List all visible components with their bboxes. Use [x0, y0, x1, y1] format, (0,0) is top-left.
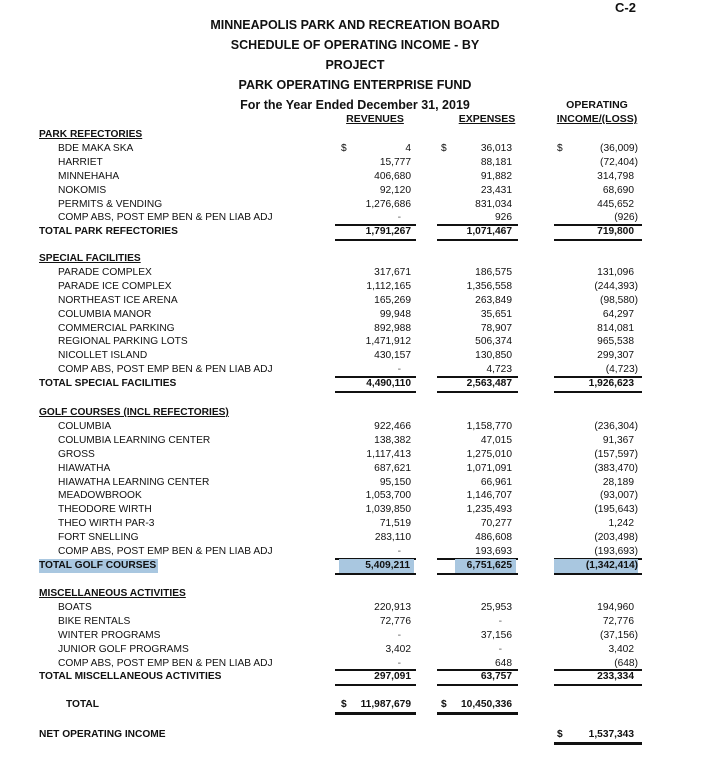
revenue-value: 1,276,686 — [365, 198, 411, 210]
grand-total-label: TOTAL — [66, 699, 100, 710]
income-value: (648) — [614, 657, 638, 669]
revenue-value: 687,621 — [374, 462, 411, 474]
total-income-value: 719,800 — [597, 226, 634, 238]
net-operating-income-underline — [554, 742, 642, 745]
header-fund-name: PARK OPERATING ENTERPRISE FUND — [238, 78, 472, 92]
column-header-operating-income — [552, 98, 642, 126]
row-label: THEO WIRTH PAR-3 — [58, 518, 155, 530]
expense-value: 648 — [495, 657, 512, 669]
expense-value: 37,156 — [480, 629, 512, 641]
currency-symbol: $ — [341, 699, 347, 710]
total-expense-value: 63,757 — [480, 671, 512, 683]
section-total-label: TOTAL PARK REFECTORIES — [39, 226, 178, 238]
income-value: (383,470) — [594, 462, 638, 474]
section-total-label: TOTAL GOLF COURSES — [39, 559, 157, 571]
expense-value: 35,651 — [480, 308, 512, 320]
table-row — [0, 198, 722, 212]
table-row — [0, 476, 722, 490]
table-row — [0, 170, 722, 184]
row-label: COMP ABS, POST EMP BEN & PEN LIAB ADJ — [58, 657, 273, 669]
revenue-value: 922,466 — [374, 420, 411, 432]
revenue-value: 1,117,413 — [366, 448, 411, 460]
income-value: 1,242 — [608, 518, 634, 530]
income-value: (203,498) — [594, 532, 638, 544]
table-row — [0, 349, 722, 363]
revenue-value: 1,471,912 — [365, 336, 411, 348]
row-label: JUNIOR GOLF PROGRAMS — [58, 643, 189, 655]
income-value: (36,009) — [600, 142, 638, 154]
total-revenue-value: 4,490,110 — [366, 378, 411, 390]
row-label: COLUMBIA MANOR — [58, 308, 152, 320]
income-value: (244,393) — [594, 280, 638, 292]
income-value: 314,798 — [597, 170, 634, 182]
expense-value: 193,693 — [475, 546, 512, 557]
row-label: COMP ABS, POST EMP BEN & PEN LIAB ADJ — [58, 212, 273, 224]
total-expense-value: 6,751,625 — [455, 559, 516, 573]
header-schedule-title: SCHEDULE OF OPERATING INCOME - BY PROJECT — [230, 38, 480, 72]
expense-value: 506,374 — [475, 336, 512, 348]
expense-value: 486,608 — [475, 532, 512, 544]
row-label: PARADE COMPLEX — [58, 266, 152, 278]
section-total-label: TOTAL SPECIAL FACILITIES — [39, 378, 177, 390]
income-value: 3,402 — [608, 643, 634, 655]
income-value: 131,096 — [597, 266, 634, 278]
expense-value: 926 — [495, 212, 512, 224]
table-row — [0, 601, 722, 615]
section-header — [0, 252, 722, 266]
row-label: MEADOWBROOK — [58, 490, 142, 502]
total-underline-income — [554, 391, 642, 393]
section-total-row — [0, 670, 722, 684]
row-label: GROSS — [58, 448, 95, 460]
income-value: (98,580) — [600, 294, 638, 306]
income-value: 445,652 — [597, 198, 634, 210]
table-row — [0, 294, 722, 308]
table-row — [0, 489, 722, 503]
revenue-value: 15,777 — [379, 156, 411, 168]
column-header-income-line1: OPERATING — [566, 99, 628, 111]
section-header — [0, 128, 722, 142]
currency-symbol: $ — [441, 699, 447, 710]
revenue-value: 165,269 — [374, 294, 411, 306]
table-row — [0, 462, 722, 476]
grand-total-expenses: 10,450,336 — [461, 699, 512, 710]
expense-value: 70,277 — [480, 518, 512, 530]
report-header — [200, 15, 510, 115]
net-operating-income-label: NET OPERATING INCOME — [39, 729, 166, 740]
revenue-value: 72,776 — [379, 615, 411, 627]
revenue-value: 317,671 — [374, 266, 411, 278]
grand-total-underline-expenses — [437, 712, 518, 715]
section-title: MISCELLANEOUS ACTIVITIES — [39, 588, 186, 599]
total-income-value: 1,926,623 — [588, 378, 634, 390]
section-header — [0, 587, 722, 601]
section-title: GOLF COURSES (INCL REFECTORIES) — [39, 407, 229, 418]
row-label: NOKOMIS — [58, 184, 107, 196]
section-total-label: TOTAL MISCELLANEOUS ACTIVITIES — [39, 671, 222, 683]
expense-value: - — [498, 643, 502, 655]
income-value: (926) — [614, 212, 638, 224]
row-label: MINNEHAHA — [58, 170, 120, 182]
column-header-expenses: EXPENSES — [458, 113, 516, 125]
grand-total-row — [0, 698, 722, 712]
grand-total-underline-revenues — [335, 712, 416, 715]
net-operating-income-row — [0, 728, 722, 742]
table-row — [0, 156, 722, 170]
revenue-value: 4 — [405, 142, 411, 154]
expense-value: 1,235,493 — [466, 504, 512, 516]
expense-value: 4,723 — [486, 364, 512, 376]
income-value: (4,723) — [605, 364, 638, 376]
expense-value: 263,849 — [475, 294, 512, 306]
total-income-value: (1,342,414) — [554, 559, 638, 573]
table-row — [0, 629, 722, 643]
total-income-value: 233,334 — [597, 671, 634, 683]
table-row — [0, 322, 722, 336]
row-label: COLUMBIA — [58, 420, 112, 432]
row-label: FORT SNELLING — [58, 532, 139, 544]
section-header — [0, 406, 722, 420]
expense-value: - — [498, 615, 502, 627]
revenue-value: 406,680 — [374, 170, 411, 182]
total-revenue-value: 297,091 — [374, 671, 411, 683]
table-row — [0, 363, 722, 377]
table-row — [0, 503, 722, 517]
total-underline-revenues — [335, 391, 416, 393]
revenue-value: 95,150 — [379, 476, 411, 488]
row-label: PERMITS & VENDING — [58, 198, 163, 210]
row-label: REGIONAL PARKING LOTS — [58, 336, 188, 348]
expense-value: 25,953 — [480, 601, 512, 613]
row-label: PARADE ICE COMPLEX — [58, 280, 172, 292]
revenue-value: - — [397, 657, 401, 669]
income-value: (93,007) — [600, 490, 638, 502]
page-id: C-2 — [615, 0, 636, 15]
income-value: 299,307 — [597, 350, 634, 362]
section-total-row — [0, 225, 722, 239]
revenue-value: - — [397, 364, 401, 376]
row-label: COMMERCIAL PARKING — [58, 322, 175, 334]
revenue-value: 138,382 — [374, 434, 411, 446]
income-value: 72,776 — [602, 615, 634, 627]
income-value: (193,693) — [594, 546, 638, 557]
total-underline-expenses — [437, 239, 518, 241]
table-row — [0, 615, 722, 629]
total-underline-revenues — [335, 573, 416, 575]
row-label: BIKE RENTALS — [58, 615, 131, 627]
header-organization: MINNEAPOLIS PARK AND RECREATION BOARD — [210, 18, 500, 32]
column-header-income-line2: INCOME/(LOSS) — [556, 113, 638, 125]
currency-symbol: $ — [441, 142, 447, 154]
income-value: (236,304) — [594, 420, 638, 432]
table-row — [0, 643, 722, 657]
expense-value: 23,431 — [480, 184, 512, 196]
table-row — [0, 308, 722, 322]
revenue-value: 1,112,165 — [366, 280, 411, 292]
row-label: HIAWATHA LEARNING CENTER — [58, 476, 210, 488]
total-underline-expenses — [437, 684, 518, 686]
revenue-value: 71,519 — [379, 518, 411, 530]
net-operating-income-value: 1,537,343 — [588, 729, 634, 740]
income-value: 814,081 — [597, 322, 634, 334]
header-period: For the Year Ended December 31, 2019 — [240, 98, 470, 112]
table-row — [0, 266, 722, 280]
section-title: SPECIAL FACILITIES — [39, 253, 141, 264]
expense-value: 36,013 — [480, 142, 512, 154]
currency-symbol: $ — [557, 729, 563, 740]
income-value: 68,690 — [602, 184, 634, 196]
row-label: HARRIET — [58, 156, 103, 168]
expense-value: 91,882 — [480, 170, 512, 182]
revenue-value: 892,988 — [374, 322, 411, 334]
revenue-value: 1,053,700 — [365, 490, 411, 502]
expense-value: 88,181 — [480, 156, 512, 168]
section-total-row — [0, 377, 722, 391]
expense-value: 130,850 — [475, 350, 512, 362]
income-value: (157,597) — [594, 448, 638, 460]
total-underline-income — [554, 684, 642, 686]
total-underline-expenses — [437, 391, 518, 393]
table-row — [0, 184, 722, 198]
section-title: PARK REFECTORIES — [39, 129, 143, 140]
expense-value: 78,907 — [480, 322, 512, 334]
income-value: (72,404) — [600, 156, 638, 168]
row-label: NORTHEAST ICE ARENA — [58, 294, 178, 306]
row-label: WINTER PROGRAMS — [58, 629, 161, 641]
income-value: 194,960 — [597, 601, 634, 613]
grand-total-revenues: 11,987,679 — [360, 699, 411, 710]
revenue-value: 3,402 — [385, 643, 411, 655]
expense-value: 186,575 — [475, 266, 512, 278]
row-label: BDE MAKA SKA — [58, 142, 134, 154]
table-row — [0, 657, 722, 671]
row-label: NICOLLET ISLAND — [58, 350, 148, 362]
expense-value: 1,071,091 — [466, 462, 512, 474]
total-revenue-value: 1,791,267 — [365, 226, 411, 238]
row-label: HIAWATHA — [58, 462, 111, 474]
revenue-value: - — [397, 546, 401, 557]
income-value: 28,189 — [602, 476, 634, 488]
revenue-value: 1,039,850 — [365, 504, 411, 516]
revenue-value: 92,120 — [379, 184, 411, 196]
total-underline-revenues — [335, 684, 416, 686]
expense-value: 47,015 — [480, 434, 512, 446]
row-label: THEODORE WIRTH — [58, 504, 152, 516]
table-row — [0, 142, 722, 156]
income-value: (37,156) — [600, 629, 638, 641]
expense-value: 831,034 — [475, 198, 512, 210]
revenue-value: 99,948 — [379, 308, 411, 320]
revenue-value: 283,110 — [374, 532, 411, 544]
column-header-revenues: REVENUES — [346, 113, 404, 125]
table-row — [0, 545, 722, 559]
currency-symbol: $ — [341, 142, 347, 154]
income-value: (195,643) — [594, 504, 638, 516]
table-row — [0, 531, 722, 545]
table-row — [0, 448, 722, 462]
expense-value: 1,356,558 — [466, 280, 512, 292]
table-row — [0, 420, 722, 434]
revenue-value: 220,913 — [374, 601, 411, 613]
revenue-value: - — [397, 629, 401, 641]
expense-value: 1,158,770 — [466, 420, 512, 432]
row-label: COMP ABS, POST EMP BEN & PEN LIAB ADJ — [58, 546, 273, 557]
revenue-value: 430,157 — [374, 350, 411, 362]
table-row — [0, 434, 722, 448]
total-underline-revenues — [335, 239, 416, 241]
table-row — [0, 517, 722, 531]
total-underline-expenses — [437, 573, 518, 575]
total-expense-value: 2,563,487 — [466, 378, 512, 390]
income-value: 91,367 — [602, 434, 634, 446]
total-revenue-value: 5,409,211 — [339, 559, 414, 573]
total-underline-income — [554, 573, 642, 575]
table-row — [0, 211, 722, 225]
income-value: 64,297 — [602, 308, 634, 320]
row-label: COMP ABS, POST EMP BEN & PEN LIAB ADJ — [58, 364, 273, 376]
total-underline-income — [554, 239, 642, 241]
row-label: BOATS — [58, 601, 92, 613]
income-value: 965,538 — [597, 336, 634, 348]
revenue-value: - — [397, 212, 401, 224]
expense-value: 1,146,707 — [466, 490, 512, 502]
expense-value: 66,961 — [480, 476, 512, 488]
table-row — [0, 280, 722, 294]
row-label: COLUMBIA LEARNING CENTER — [58, 434, 211, 446]
currency-symbol: $ — [557, 142, 563, 154]
expense-value: 1,275,010 — [466, 448, 512, 460]
table-row — [0, 335, 722, 349]
total-expense-value: 1,071,467 — [466, 226, 512, 238]
section-total-row — [0, 559, 722, 573]
